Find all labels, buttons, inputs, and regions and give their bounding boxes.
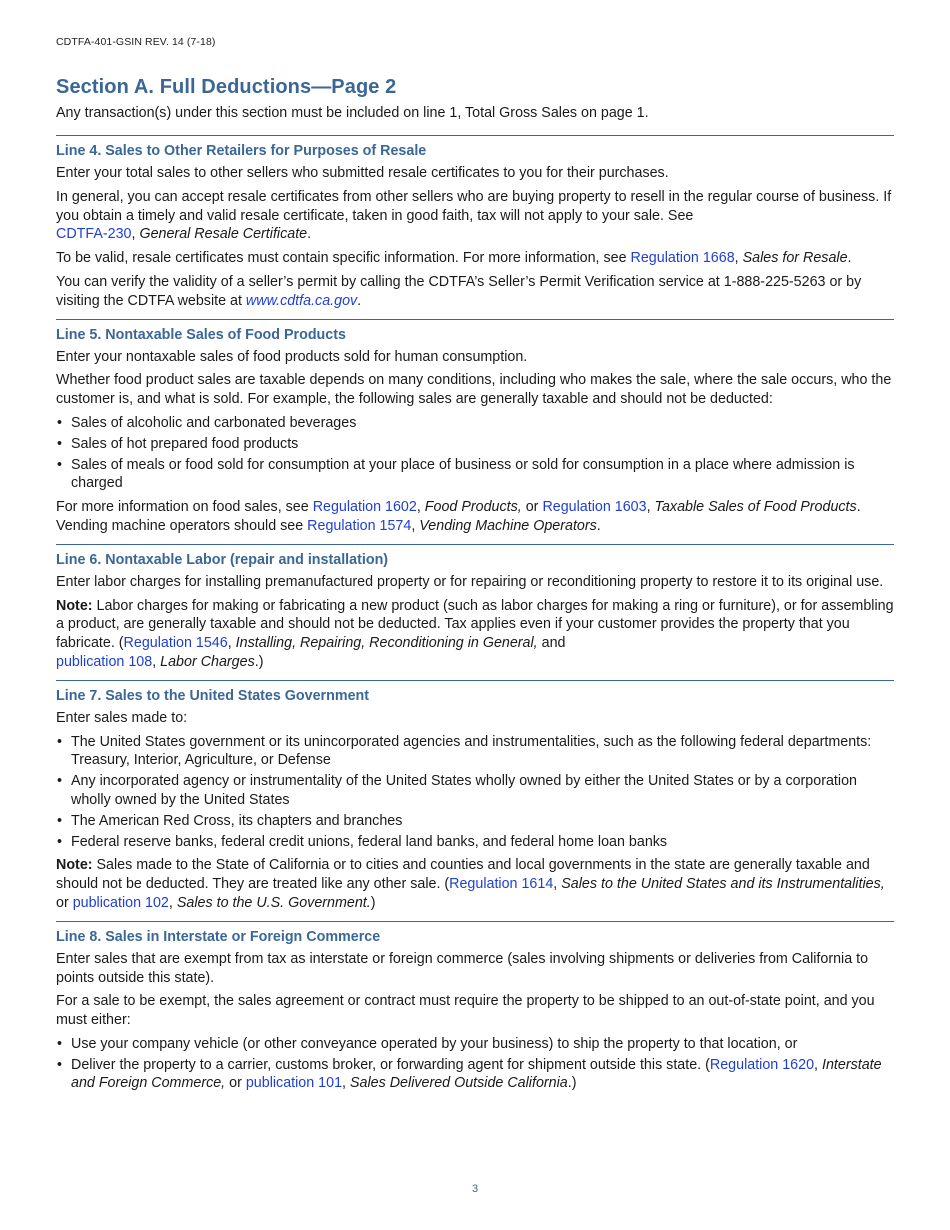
title-sales-delivered-outside: Sales Delivered Outside California [350, 1075, 568, 1092]
punctuation: ) [370, 894, 376, 911]
link-regulation-1546[interactable]: Regulation 1546 [123, 635, 228, 652]
document-content [56, 135, 894, 1101]
line5-heading: Line 5. Nontaxable Sales of Food Products [56, 326, 346, 343]
line4-heading: Line 4. Sales to Other Retailers for Purposes of Resale [56, 143, 427, 159]
line7-section [56, 680, 894, 913]
line5-para-3-mid: . Vending machine operators should see [56, 499, 861, 534]
punctuation: . [596, 517, 601, 534]
line7-note-text: Sales made to the State of California or to cities and counties and local governments in the state are generally taxable and should not be deducted. They are treated like any other sale. ( [56, 857, 870, 893]
title-installing-repairing: Installing, Repairing, Reconditioning in General, [235, 635, 538, 652]
title-taxable-sales-food-products: Taxable Sales of Food Products [654, 499, 857, 516]
line6-section [56, 544, 894, 672]
link-regulation-1614[interactable]: Regulation 1614 [449, 876, 554, 893]
line6-note [56, 597, 894, 672]
title-vending-machine-operators: Vending Machine Operators [419, 517, 597, 534]
link-cdtfa-website[interactable]: www.cdtfa.ca.gov [245, 292, 358, 309]
line4-para-4-text: You can verify the validity of a seller’s permit by calling the CDTFA’s Seller’s Permit Verification service at 1-888-225-5263 or by visiting the CDTFA website at [56, 273, 862, 309]
title-sales-to-us-government: Sales to the U.S. Government. [176, 894, 371, 911]
line5-section [56, 319, 894, 536]
title-labor-charges: Labor Charges [160, 653, 255, 670]
separator: , [411, 517, 416, 534]
line7-para-1: Enter sales made to: [56, 709, 188, 726]
list-item [56, 1056, 894, 1094]
punctuation: . [847, 250, 852, 267]
list-item: • Sales of hot prepared food products [56, 435, 894, 454]
line8-bullet-2-text: Deliver the property to a carrier, customs broker, or forwarding agent for shipment outside this state. ( [71, 1056, 710, 1073]
link-regulation-1574[interactable]: Regulation 1574 [307, 517, 412, 534]
list-item: • Federal reserve banks, federal credit unions, federal land banks, and federal home loan banks [56, 833, 894, 852]
list-item: • The United States government or its unincorporated agencies and instrumentalities, such as the following federal departments: Treasury, Interior, Agriculture, or Defense [56, 733, 894, 771]
list-item: • Use your company vehicle (or other conveyance operated by your business) to ship the property to that location, or [56, 1035, 894, 1054]
punctuation: .) [254, 653, 264, 670]
punctuation: . [307, 226, 312, 243]
line4-para-2-text: In general, you can accept resale certificates from other sellers who are buying property to resell in the regular course of business. If you obtain a timely and valid resale certificate, taken in good faith, tax will not apply to your sale. See [56, 188, 892, 224]
separator: , [227, 635, 232, 652]
title-sales-for-resale: Sales for Resale [742, 250, 848, 267]
title-interstate-foreign-commerce: Interstate and Foreign Commerce, [71, 1056, 882, 1092]
line8-para-1: Enter sales that are exempt from tax as interstate or foreign commerce (sales involving shipments or deliveries from California to points outside this state). [56, 950, 869, 986]
line7-note [56, 856, 894, 912]
line6-heading: Line 6. Nontaxable Labor (repair and installation) [56, 551, 389, 568]
conjunction: or [525, 499, 539, 516]
section-intro: Any transaction(s) under this section must be included on line 1, Total Gross Sales on page 1. [56, 105, 649, 121]
line4-section [56, 135, 894, 311]
line5-para-3-text: For more information on food sales, see [56, 499, 309, 516]
note-label: Note: [56, 597, 93, 614]
link-regulation-1668[interactable]: Regulation 1668 [630, 250, 735, 267]
conjunction: or [56, 894, 69, 911]
list-item: • Sales of alcoholic and carbonated beverages [56, 414, 894, 433]
page-number: 3 [471, 1183, 479, 1195]
section-title: Section A. Full Deductions—Page 2 [56, 76, 397, 98]
note-label: Note: [56, 857, 93, 874]
separator: , [342, 1075, 347, 1092]
punctuation: .) [567, 1075, 577, 1092]
line6-note-text: Labor charges for making or fabricating a new product (such as labor charges for making a ring or furniture), or for assembling a product, are generally taxable and should not be deducted. Tax applies even if your customer provides the property that you fabricate. ( [56, 597, 894, 652]
punctuation: . [357, 292, 362, 309]
list-item: • The American Red Cross, its chapters and branches [56, 812, 894, 831]
line4-para-1: Enter your total sales to other sellers who submitted resale certificates to you for their purchases. [56, 165, 669, 181]
link-regulation-1620[interactable]: Regulation 1620 [709, 1056, 815, 1073]
line5-para-2: Whether food product sales are taxable depends on many conditions, including who makes the sale, where the sale occurs, who the customer is, and what is sold. For example, the following sales are generally taxable and should not be deducted: [56, 372, 892, 408]
link-regulation-1602[interactable]: Regulation 1602 [312, 499, 417, 516]
separator: , [131, 226, 136, 243]
line6-para-1: Enter labor charges for installing premanufactured property or for repairing or reconditioning property to restore it to its original use. [56, 573, 884, 590]
link-regulation-1603[interactable]: Regulation 1603 [542, 499, 647, 516]
conjunction: or [229, 1075, 242, 1092]
separator: , [416, 499, 421, 516]
line8-bullet-list [56, 1035, 894, 1093]
line4-para-2 [56, 188, 894, 244]
link-publication-102[interactable]: publication 102 [72, 894, 169, 911]
line5-para-3 [56, 498, 894, 536]
separator: , [152, 653, 157, 670]
line8-para-2: For a sale to be exempt, the sales agreement or contract must require the property to be shipped to an out-of-state point, and you must either: [56, 993, 875, 1029]
separator: , [814, 1056, 819, 1073]
line4-para-3 [56, 249, 894, 268]
line7-bullet-list [56, 733, 894, 852]
line8-section [56, 921, 894, 1094]
separator: , [553, 876, 558, 893]
link-cdtfa-230[interactable]: CDTFA-230 [56, 226, 132, 243]
line4-para-3-text: To be valid, resale certificates must contain specific information. For more information, see [56, 250, 627, 267]
link-publication-108[interactable]: publication 108 [56, 653, 153, 670]
line5-para-1: Enter your nontaxable sales of food products sold for human consumption. [56, 348, 528, 365]
line7-heading: Line 7. Sales to the United States Government [56, 687, 370, 704]
form-identifier: CDTFA-401-GSIN REV. 14 (7-18) [56, 36, 216, 48]
separator: , [734, 250, 739, 267]
separator: , [168, 894, 173, 911]
list-item: • Sales of meals or food sold for consumption at your place of business or sold for consumption in a place where admission is charged [56, 456, 894, 494]
title-food-products: Food Products, [424, 499, 522, 516]
title-sales-to-us: Sales to the United States and its Instrumentalities, [561, 876, 885, 893]
line5-bullet-list [56, 414, 894, 493]
separator: , [646, 499, 651, 516]
title-general-resale-certificate: General Resale Certificate [139, 226, 308, 243]
conjunction: and [541, 635, 566, 652]
link-publication-101[interactable]: publication 101 [245, 1075, 343, 1092]
list-item: • Any incorporated agency or instrumentality of the United States wholly owned by either the United States or by a corporation wholly owned by the United States [56, 772, 894, 810]
line4-para-4 [56, 273, 894, 311]
line8-heading: Line 8. Sales in Interstate or Foreign Commerce [56, 928, 381, 945]
